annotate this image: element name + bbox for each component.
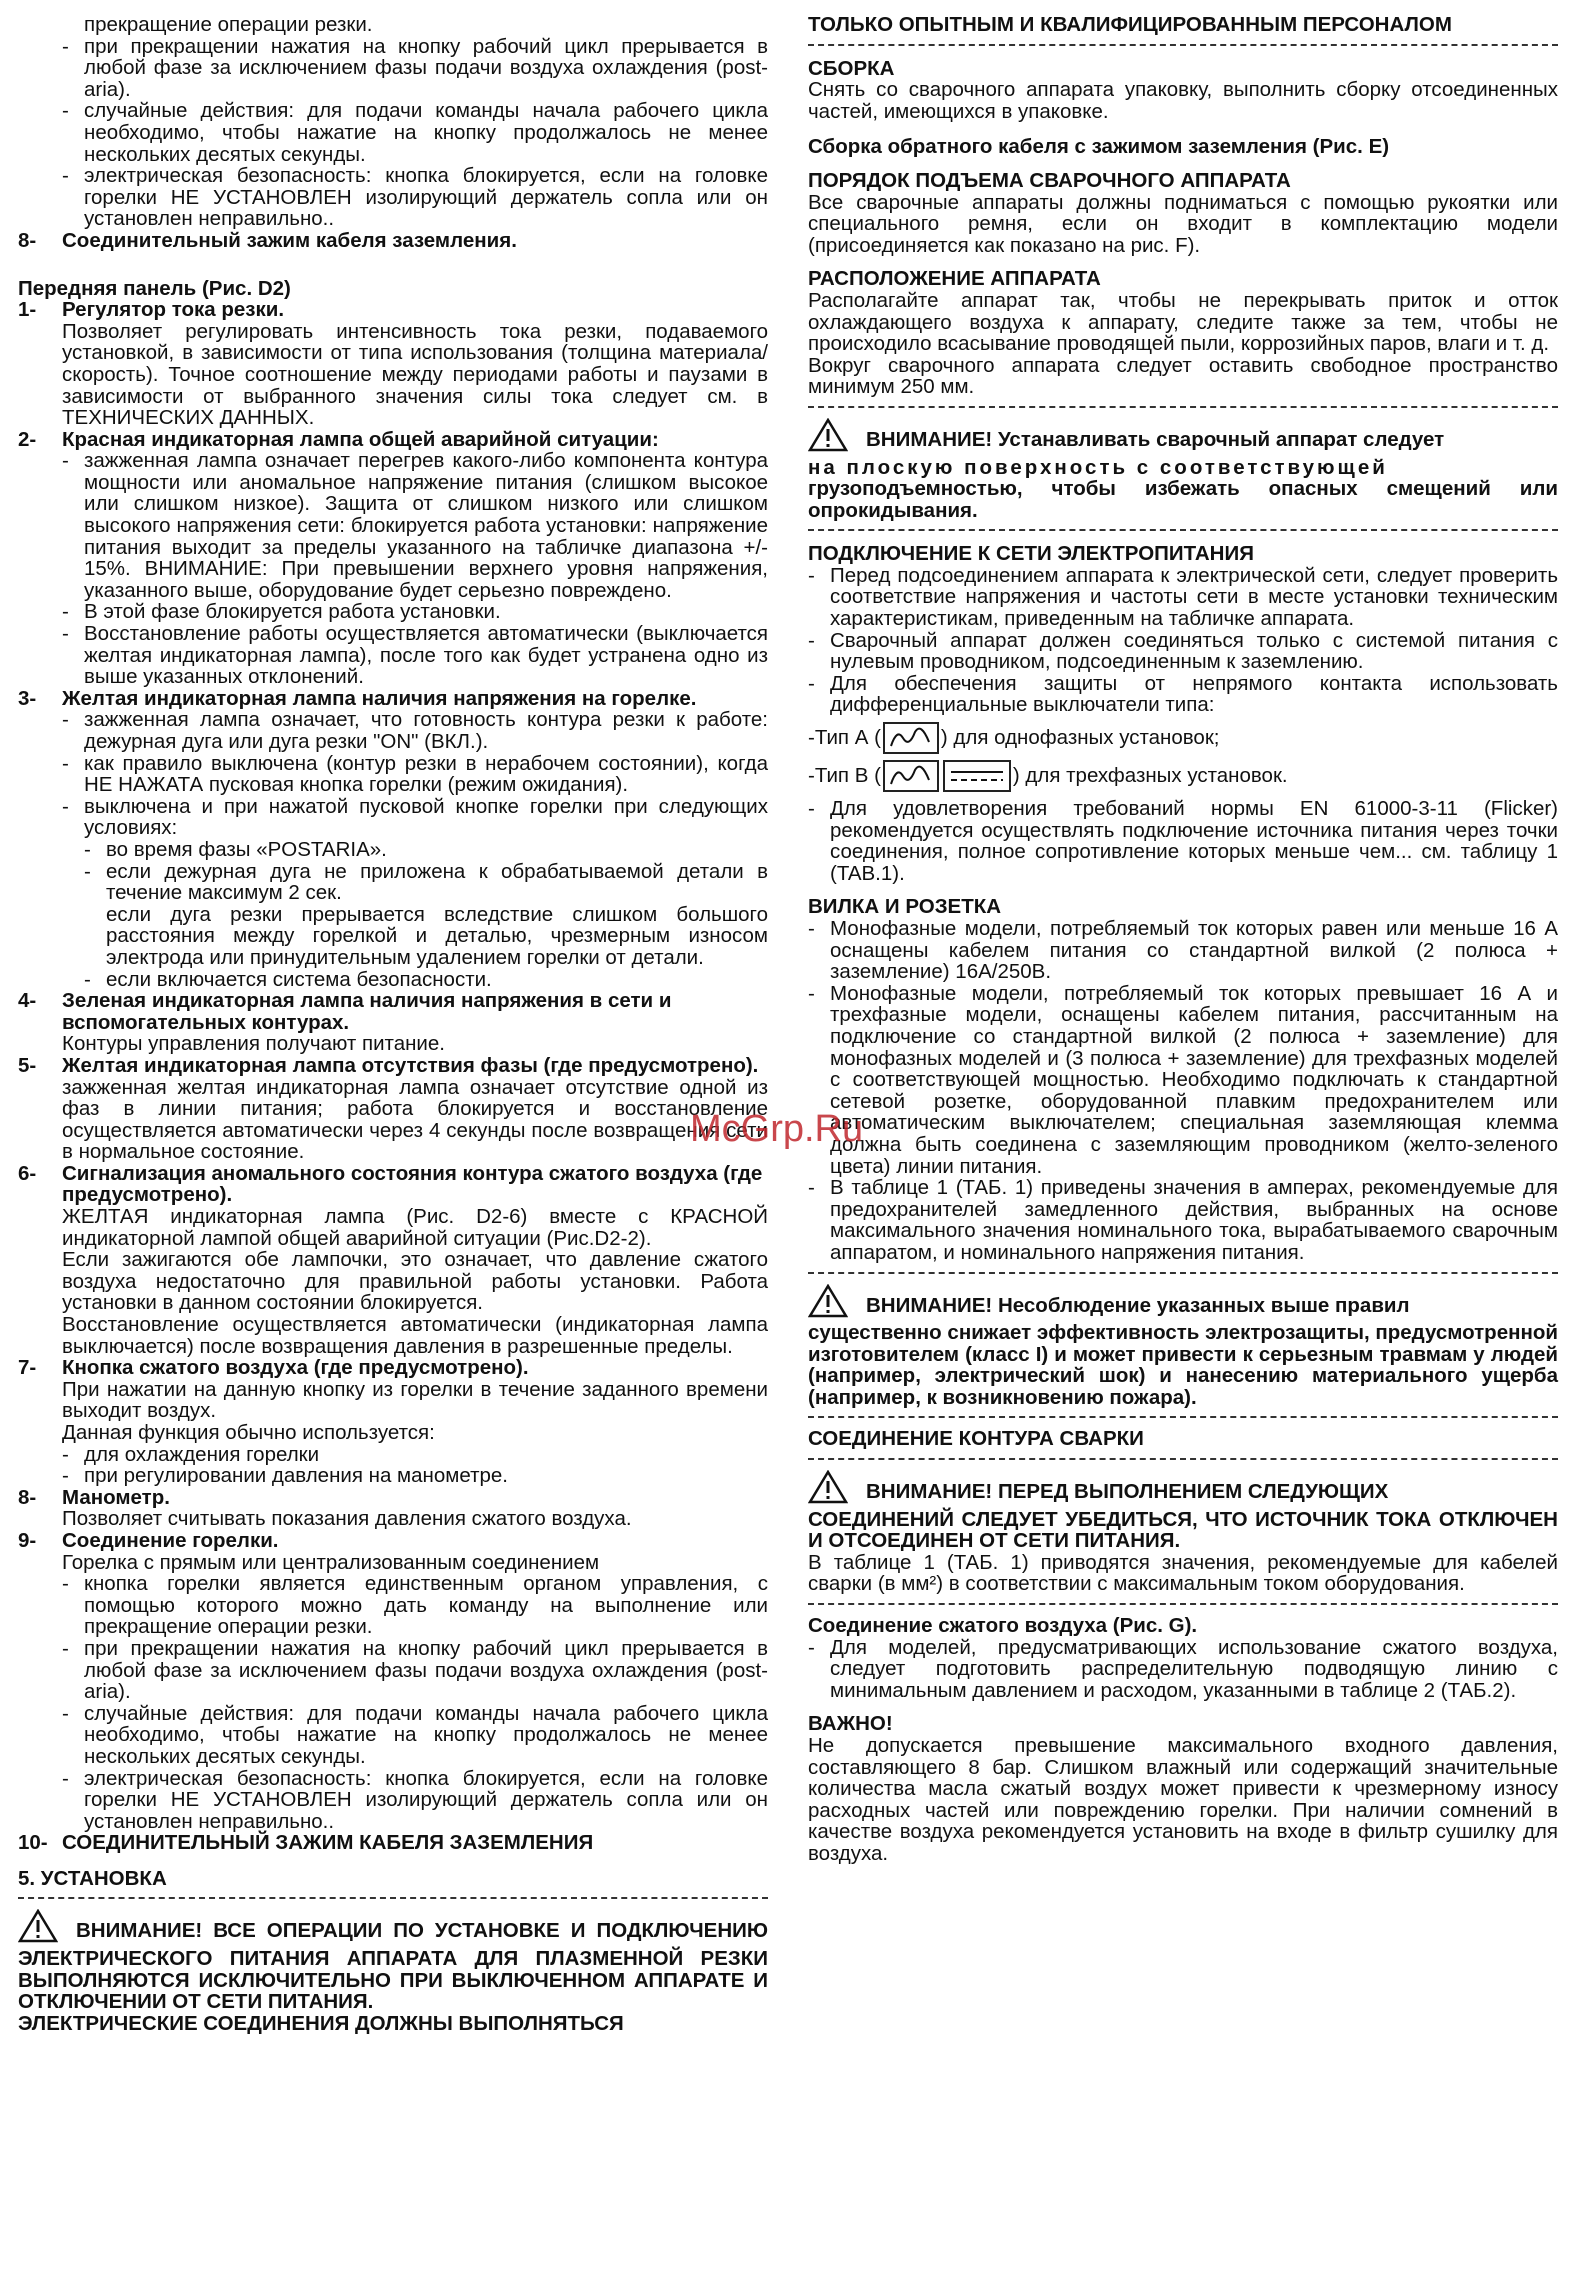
paragraph: Располагайте аппарат так, чтобы не перекрывать приток и отток охлаждающего воздуха к аппарату, следите также за тем, чтобы не происходило всасывание проводящей пыли, коррозийных паров, влаги и т. д. <box>808 288 1558 356</box>
list-item: - Восстановление работы осуществляется автоматически (выключается желтая индикаторная лампа), после того как будет устранена одно из выше указанных отклонений. <box>62 622 768 689</box>
section-heading: ВИЛКА И РОЗЕТКА <box>808 895 1002 919</box>
numbered-item: 1- Регулятор тока резки. <box>18 298 285 322</box>
paragraph: При нажатии на данную кнопку из горелки в течение заданного времени выходит воздух. <box>62 1377 768 1423</box>
divider <box>808 1272 1558 1274</box>
section-heading: 5. УСТАНОВКА <box>18 1866 167 1890</box>
list-item: - кнопка горелки является единственным органом управления, с помощью которого можно дать команду на выполнение или прекращение операции резки. <box>62 1572 768 1639</box>
paragraph: если дуга резки прерывается вследствие слишком большого расстояния между горелкой и деталью, чрезмерным износом электрода или принудительным удалением горелки от детали. <box>106 902 768 969</box>
numbered-item: 3- Желтая индикаторная лампа наличия напряжения на горелке. <box>18 686 697 710</box>
list-item: - во время фазы «POSTARIA». <box>84 837 387 861</box>
section-heading: ПОДКЛЮЧЕНИЕ К СЕТИ ЭЛЕКТРОПИТАНИЯ <box>808 542 1254 566</box>
paragraph: зажженная желтая индикаторная лампа означает отсутствие одной из фаз в линии питания; работа блокируется и восстановление осуществляется автоматически через 4 секунды после возвращения сети в нормальное состояние. <box>62 1075 768 1164</box>
paragraph: Восстановление осуществляется автоматически (индикаторная лампа выключается) после возвращения давления в разрешенные пределы. <box>62 1313 768 1358</box>
list-item: - Монофазные модели, потребляемый ток которых равен или меньше 16 А оснащены кабелем питания со стандартной вилкой (2 полюса + заземление) 16А/250В. <box>808 917 1558 984</box>
numbered-item: 10- СОЕДИНИТЕЛЬНЫЙ ЗАЖИМ КАБЕЛЯ ЗАЗЕМЛЕНИЯ <box>18 1831 594 1855</box>
paragraph: Вокруг сварочного аппарата следует оставить свободное пространство минимум 250 мм. <box>808 353 1558 399</box>
paragraph: существенно снижает эффективность электрозащиты, предусмотренной изготовителем (класс I) и может привести к серьезным травмам у людей (например, электрический шок) и нанесению материального ущерба (например, к возникновению пожара). <box>808 1321 1558 1409</box>
numbered-item: 4- Зеленая индикаторная лампа наличия напряжения в сети и вспомогательных контурах. <box>18 989 672 1034</box>
divider <box>808 1416 1558 1418</box>
numbered-item: 6- Сигнализация аномального состояния контура сжатого воздуха (где предусмотрено). <box>18 1161 763 1207</box>
list-item: - электрическая безопасность: кнопка блокируется, если на головке горелки НЕ УСТАНОВЛЕН изолирующий держатель сопла или он установлен неправильно.. <box>62 164 768 231</box>
list-item: - как правило выключена (контур резки в нерабочем состоянии), когда НЕ НАЖАТА пусковая кнопка горелки (режим ожидания). <box>62 751 768 797</box>
warning-block: ВНИМАНИЕ! Устанавливать сварочный аппарат следует <box>808 418 1558 457</box>
list-item: - зажженная лампа означает, что готовность контура резки к работе: дежурная дуга или дуга резки "ON" (ВКЛ.). <box>62 708 768 753</box>
numbered-item: 9- Соединение горелки. <box>18 1528 279 1552</box>
section-heading: ПОРЯДОК ПОДЪЕМА СВАРОЧНОГО АППАРАТА <box>808 168 1291 192</box>
list-item: - Для моделей, предусматривающих использование сжатого воздуха, следует подготовить распределительную подводящую линию с минимальным давлением и расходом, указанными в таблице 2 (ТАБ.2). <box>808 1635 1558 1702</box>
list-item: - В этой фазе блокируется работа установки. <box>62 600 501 624</box>
list-item: - если включается система безопасности. <box>84 967 492 991</box>
divider <box>808 1458 1558 1460</box>
paragraph: Горелка с прямым или централизованным соединением <box>62 1550 600 1574</box>
divider <box>808 44 1558 46</box>
left-column <box>18 14 768 2034</box>
list-item: - при прекращении нажатия на кнопку рабочий цикл прерывается в любой фазе за исключением фазы подачи воздуха охлаждения (post-aria). <box>62 1636 768 1704</box>
list-item: - Перед подсоединением аппарата к электрической сети, следует проверить соответствие напряжения и частоты сети в месте установки техническим характеристикам, приведенным на табличке аппарата. <box>808 563 1558 631</box>
list-item: прекращение операции резки. <box>84 13 373 36</box>
warning-block: ВНИМАНИЕ! ПЕРЕД ВЫПОЛНЕНИЕМ СЛЕДУЮЩИХ <box>808 1470 1558 1509</box>
divider <box>808 1603 1558 1605</box>
list-item: - Монофазные модели, потребляемый ток которых превышает 16 А и трехфазные модели, оснащены кабелем питания, рассчитанным на подключение со стандартной вилкой (2 полюса + заземление) для монофазных моделей и (3 полюса + заземление) для трехфазных моделей с соответствующей мощностью. Необходимо подключать к стандартной сетевой розетке, оборудованной плавким предохранителем или автоматическим выключателем; специальная заземляющая клемма должна быть соединена с заземляющим проводником (желто-зеленого цвета) линии питания. <box>808 981 1558 1178</box>
list-item: - для охлаждения горелки <box>62 1442 320 1466</box>
divider <box>808 406 1558 408</box>
warning-triangle-icon <box>808 1284 848 1323</box>
section-heading: Соединение сжатого воздуха (Рис. G). <box>808 1614 1198 1638</box>
numbered-item: 8- Манометр. <box>18 1485 170 1509</box>
list-item: - В таблице 1 (ТАБ. 1) приведены значения в амперах, рекомендуемые для предохранителей замедленного действия, выбранных на основе максимального значения номинального тока, вырабатываемого сварочным аппаратом, и номинального напряжения питания. <box>808 1176 1558 1264</box>
rcd-symbol-icon <box>883 760 939 792</box>
list-item: - Для обеспечения защиты от непрямого контакта использовать дифференциальные выключатели типа: <box>808 671 1558 717</box>
list-item: - при прекращении нажатия на кнопку рабочий цикл прерывается в любой фазе за исключением фазы подачи воздуха охлаждения (post-aria). <box>62 34 768 101</box>
right-column <box>808 14 1558 1865</box>
section-heading: ВАЖНО! <box>808 1712 893 1736</box>
rcd-type-b: -Тип В ( ) для трехфазных установок. <box>808 760 1558 792</box>
list-item: - при регулировании давления на манометре. <box>62 1464 508 1488</box>
rcd-type-a: -Тип А ( ) для однофазных установок; <box>808 722 1558 754</box>
numbered-item: 8- Соединительный зажим кабеля заземления. <box>18 228 517 252</box>
paragraph: Позволяет регулировать интенсивность тока резки, подаваемого установкой, в зависимости от типа использования (толщина материала/скорость). Точное соотношение между периодами работы и паузами в зависимости от выбранного значения силы тока следует см. в ТЕХНИЧЕСКИХ ДАННЫХ. <box>62 319 768 430</box>
paragraph: на плоскую поверхность с соответствующей <box>808 455 1388 479</box>
section-heading: Передняя панель (Рис. D2) <box>18 276 291 300</box>
list-item: - выключена и при нажатой пусковой кнопке горелки при следующих условиях: <box>62 794 768 840</box>
dc-symbol-icon <box>943 760 1011 792</box>
numbered-item: 5- Желтая индикаторная лампа отсутствия фазы (где предусмотрено). <box>18 1053 759 1077</box>
list-item: - Сварочный аппарат должен соединяться только с системой питания с нулевым проводником, подсоединенным к заземлению. <box>808 628 1558 674</box>
paragraph: ЭЛЕКТРИЧЕСКИЕ СОЕДИНЕНИЯ ДОЛЖНЫ ВЫПОЛНЯТЬСЯ <box>18 2011 624 2035</box>
section-heading: СОЕДИНЕНИЕ КОНТУРА СВАРКИ <box>808 1427 1144 1451</box>
numbered-item: 2- Красная индикаторная лампа общей аварийной ситуации: <box>18 427 659 451</box>
warning-block: ВНИМАНИЕ! ВСЕ ОПЕРАЦИИ ПО УСТАНОВКЕ И ПОДКЛЮЧЕНИЮ ЭЛЕКТРИЧЕСКОГО ПИТАНИЯ АППАРАТА ДЛЯ ПЛАЗМЕННОЙ РЕЗКИ ВЫПОЛНЯЮТСЯ ИСКЛЮЧИТЕЛЬНО ПРИ ВЫКЛЮЧЕННОМ АППАРАТЕ И ОТКЛЮЧЕНИИ ОТ СЕТИ ПИТАНИЯ. <box>18 1909 768 2012</box>
list-item: - если дежурная дуга не приложена к обрабатываемой детали в течение максимум 2 сек. <box>84 859 768 905</box>
paragraph: Данная функция обычно используется: <box>62 1421 435 1444</box>
paragraph: Все сварочные аппараты должны подниматься с помощью рукоятки или специального ремня, если он входит в комплектацию модели (присоединяется как показано на рис. F). <box>808 190 1558 257</box>
divider <box>808 529 1558 531</box>
list-item: - электрическая безопасность: кнопка блокируется, если на головке горелки НЕ УСТАНОВЛЕН изолирующий держатель сопла или он установлен неправильно.. <box>62 1766 768 1833</box>
numbered-item: 7- Кнопка сжатого воздуха (где предусмотрено). <box>18 1356 529 1380</box>
divider <box>18 1897 768 1899</box>
warning-block: ВНИМАНИЕ! Несоблюдение указанных выше правил <box>808 1284 1558 1323</box>
section-heading: Сборка обратного кабеля с зажимом заземления (Рис. E) <box>808 135 1390 159</box>
watermark: McGrp.Ru <box>690 1108 864 1150</box>
rcd-symbol-icon <box>883 722 939 754</box>
paragraph: ТОЛЬКО ОПЫТНЫМ И КВАЛИФИЦИРОВАННЫМ ПЕРСОНАЛОМ <box>808 13 1452 36</box>
paragraph: СОЕДИНЕНИЙ СЛЕДУЕТ УБЕДИТЬСЯ, ЧТО ИСТОЧНИК ТОКА ОТКЛЮЧЕН И ОТСОЕДИНЕН ОТ СЕТИ ПИТАНИЯ. <box>808 1507 1558 1553</box>
section-heading: РАСПОЛОЖЕНИЕ АППАРАТА <box>808 267 1101 291</box>
paragraph: ЖЕЛТАЯ индикаторная лампа (Рис. D2-6) вместе с КРАСНОЙ индикаторной лампой общей аварийной ситуации (Рис.D2-2). <box>62 1205 768 1250</box>
warning-triangle-icon <box>808 418 848 457</box>
paragraph: Позволяет считывать показания давления сжатого воздуха. <box>62 1507 632 1531</box>
paragraph: Снять со сварочного аппарата упаковку, выполнить сборку отсоединенных частей, имеющихся в упаковке. <box>808 78 1558 123</box>
paragraph: Если зажигаются обе лампочки, это означает, что давление сжатого воздуха недостаточно для правильной работы установки. Работа установки в данном состоянии блокируется. <box>62 1248 768 1315</box>
warning-triangle-icon <box>808 1470 848 1509</box>
paragraph: Не допускается превышение максимального входного давления, составляющего 8 бар. Слишком влажный или содержащий значительные количества масла сжатый воздух может привести к чрезмерному износу расходных частей или повреждению горелки. При наличии сомнений в качестве воздуха рекомендуется установить на входе в фильтр сушилку для воздуха. <box>808 1734 1558 1865</box>
paragraph: Контуры управления получают питание. <box>62 1032 445 1056</box>
warning-triangle-icon <box>18 1909 58 1948</box>
list-item: - зажженная лампа означает перегрев какого-либо компонента контура мощности или аномальное напряжение питания (слишком высокое или слишком низкое). Защита от слишком низкого или слишком высокого напряжения сети: блокируется работа установки: напряжение питания выходит за пределы указанного на табличке диапазона +/- 15%. ВНИМАНИЕ: При превышении верхнего уровня напряжения, указанного выше, оборудование будет серьезно повреждено. <box>62 449 768 602</box>
paragraph: грузоподъемностью, чтобы избежать опасных смещений или опрокидывания. <box>808 477 1558 522</box>
list-item: - случайные действия: для подачи команды начала рабочего цикла необходимо, чтобы нажатие на кнопку продолжалось не менее нескольких десятых секунды. <box>62 1701 768 1768</box>
list-item: - случайные действия: для подачи команды начала рабочего цикла необходимо, чтобы нажатие на кнопку продолжалось не менее нескольких десятых секунды. <box>62 99 768 166</box>
list-item: - Для удовлетворения требований нормы EN 61000-3-11 (Flicker) рекомендуется осуществлять подключение источника питания через точки соединения, полное сопротивление которых меньше чем... см. таблицу 1 (TAB.1). <box>808 797 1558 885</box>
section-heading: СБОРКА <box>808 56 895 80</box>
paragraph: В таблице 1 (ТАБ. 1) приводятся значения, рекомендуемые для кабелей сварки (в мм²) в соответствии с максимальным током оборудования. <box>808 1550 1558 1596</box>
